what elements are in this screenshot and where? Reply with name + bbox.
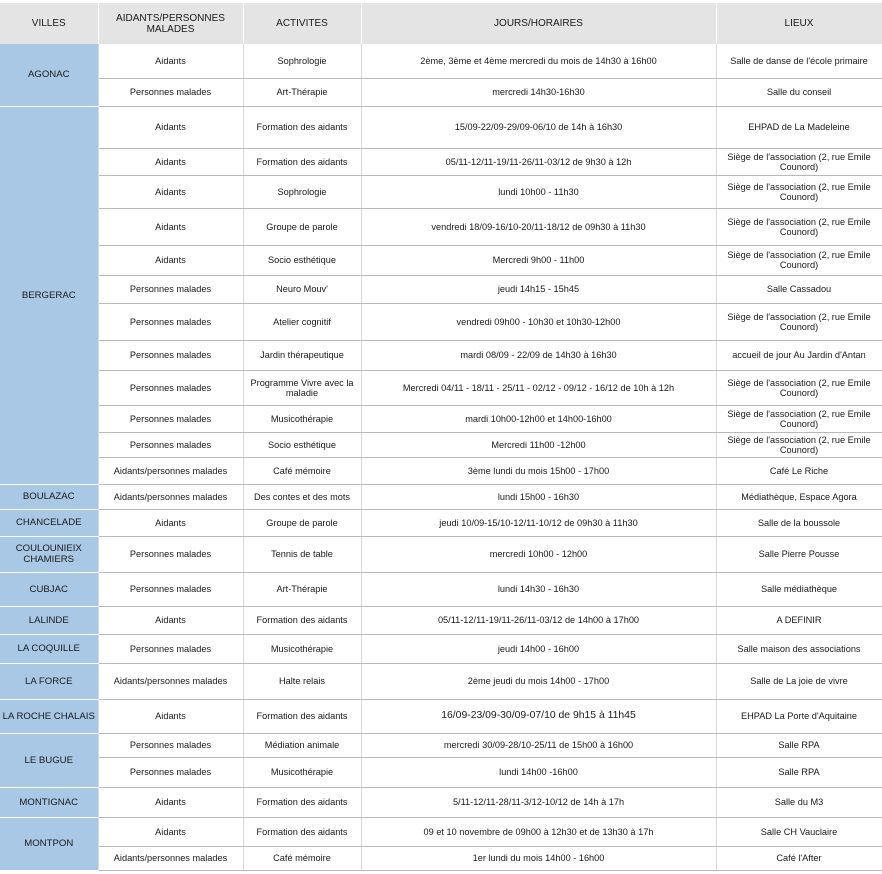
who-cell: Personnes malades: [98, 303, 243, 340]
table-row: [0, 699, 882, 733]
place-cell: Salle du conseil: [716, 78, 882, 106]
table-row: [0, 536, 882, 572]
who-cell: Personnes malades: [98, 78, 243, 106]
schedule-cell: 5/11-12/11-28/11-3/12-10/12 de 14h à 17h: [361, 787, 716, 817]
table-row: [0, 340, 882, 370]
place-cell: Salle de la boussole: [716, 509, 882, 536]
header-aidants: AIDANTS/PERSONNES MALADES: [98, 3, 243, 44]
who-cell: Aidants: [98, 699, 243, 733]
place-cell: Siège de l'association (2, rue Emile Counord): [716, 175, 882, 208]
place-cell: accueil de jour Au Jardin d'Antan: [716, 340, 882, 370]
schedule-cell: jeudi 14h00 - 16h00: [361, 634, 716, 663]
place-cell: Café l'After: [716, 846, 882, 870]
schedule-cell: mardi 08/09 - 22/09 de 14h30 à 16h30: [361, 340, 716, 370]
who-cell: Aidants: [98, 148, 243, 175]
table-row: [0, 509, 882, 536]
schedule-cell: mercredi 10h00 - 12h00: [361, 536, 716, 572]
schedule-cell: 3ème lundi du mois 15h00 - 17h00: [361, 457, 716, 484]
place-cell: Salle RPA: [716, 757, 882, 787]
activity-cell: Halte relais: [243, 663, 361, 699]
place-cell: Siège de l'association (2, rue Emile Counord): [716, 432, 882, 457]
city-cell: LA COQUILLE: [0, 634, 98, 663]
place-cell: A DEFINIR: [716, 606, 882, 634]
activity-cell: Atelier cognitif: [243, 303, 361, 340]
place-cell: Salle de danse de l'école primaire: [716, 44, 882, 78]
place-cell: EHPAD de La Madeleine: [716, 106, 882, 148]
activity-cell: Des contes et des mots: [243, 484, 361, 509]
activity-cell: Formation des aidants: [243, 148, 361, 175]
table-row: [0, 175, 882, 208]
header-activites: ACTIVITES: [243, 3, 361, 44]
schedule-cell: lundi 14h00 -16h00: [361, 757, 716, 787]
table-row: [0, 817, 882, 846]
activity-cell: Groupe de parole: [243, 208, 361, 245]
who-cell: Aidants: [98, 245, 243, 275]
table-row: [0, 757, 882, 787]
city-cell: LALINDE: [0, 606, 98, 634]
place-cell: Salle RPA: [716, 733, 882, 757]
table-row: [0, 106, 882, 148]
activity-cell: Café mémoire: [243, 846, 361, 870]
place-cell: EHPAD La Porte d'Aquitaine: [716, 699, 882, 733]
who-cell: Aidants: [98, 106, 243, 148]
table-row: [0, 733, 882, 757]
schedule-cell: 05/11-12/11-19/11-26/11-03/12 de 9h30 à 12h: [361, 148, 716, 175]
who-cell: Aidants: [98, 175, 243, 208]
schedule-cell: 16/09-23/09-30/09-07/10 de 9h15 à 11h45: [361, 699, 716, 733]
activity-cell: Socio esthétique: [243, 432, 361, 457]
schedule-cell: 09 et 10 novembre de 09h00 à 12h30 et de 13h30 à 17h: [361, 817, 716, 846]
place-cell: Salle de La joie de vivre: [716, 663, 882, 699]
activity-cell: Socio esthétique: [243, 245, 361, 275]
place-cell: Siège de l'association (2, rue Emile Counord): [716, 405, 882, 432]
who-cell: Aidants/personnes malades: [98, 663, 243, 699]
who-cell: Aidants: [98, 208, 243, 245]
place-cell: Salle maison des associations: [716, 634, 882, 663]
table-row: [0, 44, 882, 78]
activity-cell: Formation des aidants: [243, 106, 361, 148]
schedule-cell: vendredi 09h00 - 10h30 et 10h30-12h00: [361, 303, 716, 340]
activity-cell: Sophrologie: [243, 175, 361, 208]
table-row: [0, 370, 882, 405]
activity-cell: Formation des aidants: [243, 817, 361, 846]
schedule-cell: Mercredi 04/11 - 18/11 - 25/11 - 02/12 - 09/12 - 16/12 de 10h à 12h: [361, 370, 716, 405]
schedule-cell: lundi 10h00 - 11h30: [361, 175, 716, 208]
table-row: [0, 663, 882, 699]
schedule-cell: jeudi 14h15 - 15h45: [361, 275, 716, 303]
activity-cell: Tennis de table: [243, 536, 361, 572]
table-row: [0, 148, 882, 175]
place-cell: Siège de l'association (2, rue Emile Counord): [716, 148, 882, 175]
place-cell: Salle Cassadou: [716, 275, 882, 303]
place-cell: Siège de l'association (2, rue Emile Counord): [716, 208, 882, 245]
table-row: [0, 78, 882, 106]
activity-cell: Formation des aidants: [243, 787, 361, 817]
activity-cell: Formation des aidants: [243, 606, 361, 634]
schedule-cell: Mercredi 11h00 -12h00: [361, 432, 716, 457]
activity-cell: Sophrologie: [243, 44, 361, 78]
city-cell: AGONAC: [0, 44, 98, 106]
place-cell: Siège de l'association (2, rue Emile Counord): [716, 303, 882, 340]
city-cell: LA ROCHE CHALAIS: [0, 699, 98, 733]
header-lieux: LIEUX: [716, 3, 882, 44]
place-cell: Siège de l'association (2, rue Emile Counord): [716, 245, 882, 275]
table-row: [0, 634, 882, 663]
place-cell: Siège de l'association (2, rue Emile Counord): [716, 370, 882, 405]
schedule-cell: 1er lundi du mois 14h00 - 16h00: [361, 846, 716, 870]
table-row: [0, 303, 882, 340]
who-cell: Personnes malades: [98, 733, 243, 757]
who-cell: Aidants: [98, 44, 243, 78]
city-cell: MONTIGNAC: [0, 787, 98, 817]
who-cell: Personnes malades: [98, 370, 243, 405]
city-cell: LA FORCE: [0, 663, 98, 699]
place-cell: Salle Pierre Pousse: [716, 536, 882, 572]
place-cell: Salle du M3: [716, 787, 882, 817]
city-cell: CUBJAC: [0, 572, 98, 606]
schedule-cell: mardi 10h00-12h00 et 14h00-16h00: [361, 405, 716, 432]
table-row: [0, 484, 882, 509]
table-row: [0, 572, 882, 606]
city-cell: LE BUGUE: [0, 733, 98, 787]
schedule-cell: 05/11-12/11-19/11-26/11-03/12 de 14h00 à 17h00: [361, 606, 716, 634]
schedule-cell: lundi 14h30 - 16h30: [361, 572, 716, 606]
who-cell: Aidants/personnes malades: [98, 484, 243, 509]
table-row: [0, 432, 882, 457]
table-row: [0, 208, 882, 245]
table-row: [0, 787, 882, 817]
table-row: [0, 405, 882, 432]
table-row: [0, 275, 882, 303]
city-cell: BERGERAC: [0, 106, 98, 484]
place-cell: Café Le Riche: [716, 457, 882, 484]
activity-cell: Groupe de parole: [243, 509, 361, 536]
header-villes: VILLES: [0, 3, 98, 44]
who-cell: Aidants: [98, 509, 243, 536]
activity-cell: Musicothérapie: [243, 757, 361, 787]
activity-cell: Neuro Mouv': [243, 275, 361, 303]
who-cell: Personnes malades: [98, 757, 243, 787]
city-cell: COULOUNIEIX CHAMIERS: [0, 536, 98, 572]
schedule-cell: 2ème, 3ème et 4ème mercredi du mois de 14h30 à 16h00: [361, 44, 716, 78]
who-cell: Personnes malades: [98, 432, 243, 457]
schedule-cell: lundi 15h00 - 16h30: [361, 484, 716, 509]
place-cell: Salle médiathèque: [716, 572, 882, 606]
activity-cell: Médiation animale: [243, 733, 361, 757]
activity-cell: Art-Thérapie: [243, 572, 361, 606]
schedule-cell: vendredi 18/09-16/10-20/11-18/12 de 09h30 à 11h30: [361, 208, 716, 245]
who-cell: Aidants/personnes malades: [98, 846, 243, 870]
city-cell: BOULAZAC: [0, 484, 98, 509]
activity-cell: Formation des aidants: [243, 699, 361, 733]
schedule-cell: mercredi 30/09-28/10-25/11 de 15h00 à 16h00: [361, 733, 716, 757]
activity-cell: Musicothérapie: [243, 634, 361, 663]
who-cell: Aidants: [98, 787, 243, 817]
header-row: [0, 3, 882, 44]
schedule-cell: 15/09-22/09-29/09-06/10 de 14h à 16h30: [361, 106, 716, 148]
activities-table: [0, 3, 882, 871]
who-cell: Personnes malades: [98, 405, 243, 432]
who-cell: Personnes malades: [98, 634, 243, 663]
header-jours: JOURS/HORAIRES: [361, 3, 716, 44]
city-cell: MONTPON: [0, 817, 98, 870]
place-cell: Salle CH Vauclaire: [716, 817, 882, 846]
who-cell: Aidants: [98, 817, 243, 846]
place-cell: Médiathèque, Espace Agora: [716, 484, 882, 509]
schedule-cell: mercredi 14h30-16h30: [361, 78, 716, 106]
who-cell: Aidants: [98, 606, 243, 634]
who-cell: Personnes malades: [98, 340, 243, 370]
activity-cell: Café mémoire: [243, 457, 361, 484]
table-row: [0, 457, 882, 484]
table-row: [0, 846, 882, 870]
city-cell: CHANCELADE: [0, 509, 98, 536]
activity-cell: Jardin thérapeutique: [243, 340, 361, 370]
who-cell: Personnes malades: [98, 275, 243, 303]
who-cell: Aidants/personnes malades: [98, 457, 243, 484]
schedule-cell: jeudi 10/09-15/10-12/11-10/12 de 09h30 à 11h30: [361, 509, 716, 536]
activity-cell: Art-Thérapie: [243, 78, 361, 106]
activity-cell: Programme Vivre avec la maladie: [243, 370, 361, 405]
table-row: [0, 245, 882, 275]
table-row: [0, 606, 882, 634]
who-cell: Personnes malades: [98, 536, 243, 572]
schedule-cell: Mercredi 9h00 - 11h00: [361, 245, 716, 275]
schedule-cell: 2ème jeudi du mois 14h00 - 17h00: [361, 663, 716, 699]
activity-cell: Musicothérapie: [243, 405, 361, 432]
who-cell: Personnes malades: [98, 572, 243, 606]
